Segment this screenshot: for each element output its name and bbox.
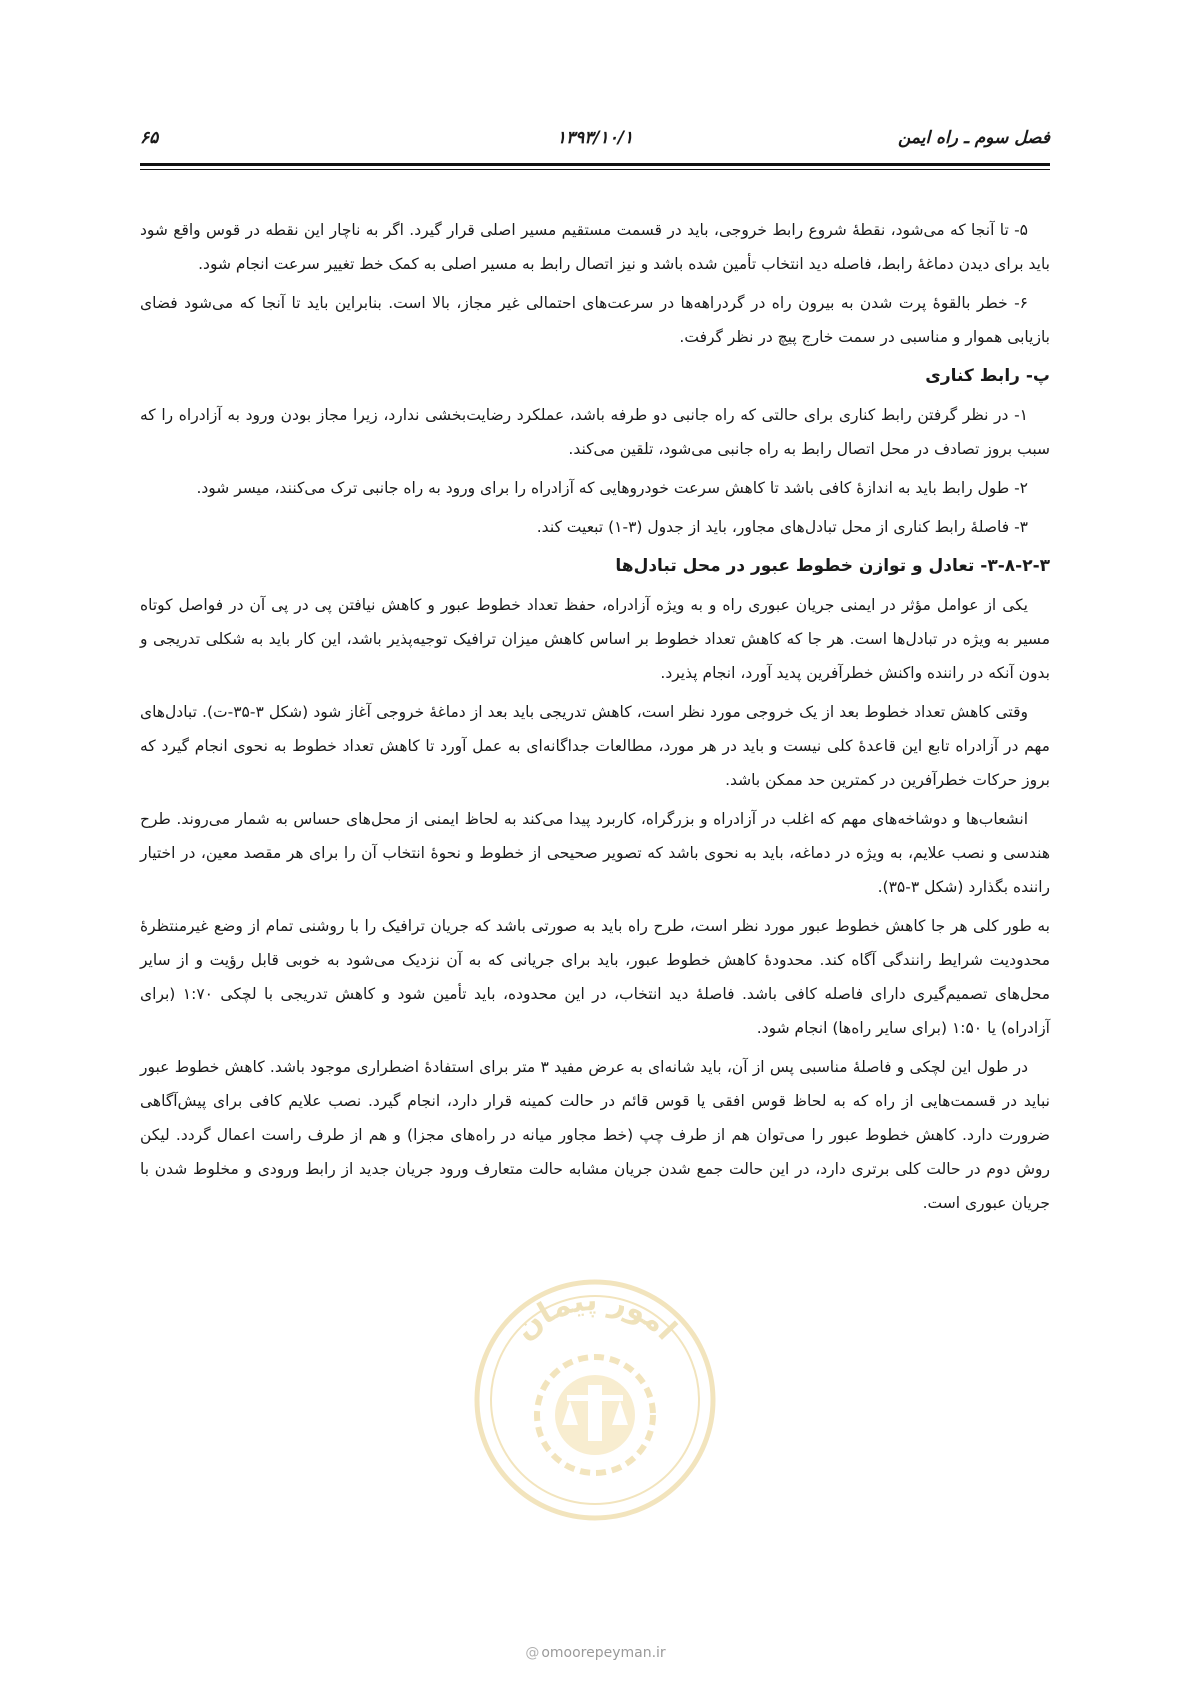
svg-text:امور پیمان <box>508 1283 684 1347</box>
lane-balance-paragraph-4: به طور کلی هر جا کاهش خطوط عبور مورد نظر است، طرح راه باید به صورتی باشد که جریان ترافیک را با روشنی تمام از وضع غیرمنتظرهٔ محدودیت شرایط رانندگی آگاه کند. محدودهٔ کاهش خطوط عبور، باید برای جریانی که به آن نزدیک می‌شود به خوبی قابل رؤیت و از سایر محل‌های تصمیم‌گیری دارای فاصله کافی باشد. فاصلهٔ دید انتخاب، در این محدوده، باید تأمین شود و کاهش تدریجی با لچکی ۱:۷۰ (برای آزادراه) یا ۱:۵۰ (برای سایر راه‌ها) انجام شود. <box>140 917 1050 1037</box>
lane-balance-paragraph-1: یکی از عوامل مؤثر در ایمنی جریان عبوری راه و به ویژه آزادراه، حفظ تعداد خطوط عبور و کاهش نیافتن پی در پی آن در فواصل کوتاه مسیر به ویژه در تبادل‌ها است. هر جا که کاهش تعداد خطوط بر اساس کاهش میزان ترافیک توجیه‌پذیر باشد، این کار باید به شکلی تدریجی و بدون آنکه در راننده واکنش خطرآفرین پدید آورد، انجام پذیرد. <box>140 596 1050 682</box>
header-rule-thin <box>140 169 1050 170</box>
at-symbol: @ <box>525 1645 540 1661</box>
watermark-site: omoorepeyman.ir <box>541 1645 666 1661</box>
chapter-title: فصل سوم ـ راه ایمن <box>897 128 1050 148</box>
side-ramp-item-2: ۲- طول رابط باید به اندازهٔ کافی باشد تا کاهش سرعت خودروهایی که آزادراه را برای ورود به راه جانبی ترک می‌کنند، میسر شود. <box>196 479 1028 497</box>
document-body <box>140 213 1050 1225</box>
paragraph-item-6: ۶- خطر بالقوهٔ پرت شدن به بیرون راه در گردراهه‌ها در سرعت‌های احتمالی غیر مجاز، بالا است. بنابراین باید تا آنجا که می‌شود فضای بازیابی هموار و مناسبی در سمت خارج پیچ در نظر گرفت. <box>140 294 1050 346</box>
watermark-footer <box>0 1645 1191 1661</box>
side-ramp-item-3: ۳- فاصلهٔ رابط کناری از محل تبادل‌های مجاور، باید از جدول (۳-۱) تبعیت کند. <box>536 518 1028 536</box>
lane-balance-paragraph-2: وقتی کاهش تعداد خطوط بعد از یک خروجی مورد نظر است، کاهش تدریجی باید بعد از دماغهٔ خروجی آغاز شود (شکل ۳-۳۵-ت). تبادل‌های مهم در آزادراه تابع این قاعدهٔ کلی نیست و باید در هر مورد، مطالعات جداگانه‌ای به عمل آورد تا کاهش تعداد خطوط به نحوی انجام گیرد که بروز حرکات خطرآفرین در کمترین حد ممکن باشد. <box>140 703 1050 789</box>
paragraph-item-5: ۵- تا آنجا که می‌شود، نقطهٔ شروع رابط خروجی، باید در قسمت مستقیم مسیر اصلی قرار گیرد. اگر به ناچار این نقطه در قوس واقع شود باید برای دیدن دماغهٔ رابط، فاصله دید انتخاب تأمین شده باشد و نیز اتصال رابط به مسیر اصلی به کمک خط تغییر سرعت انجام شود. <box>140 221 1050 273</box>
lane-balance-paragraph-5: در طول این لچکی و فاصلهٔ مناسبی پس از آن، باید شانه‌ای به عرض مفید ۳ متر برای استفادهٔ اضطراری موجود باشد. کاهش خطوط عبور نباید در قسمت‌هایی از راه که به لحاظ قوس افقی یا قوس قائم در حالت کمینه قرار دارد، انجام گیرد. نصب علایم کافی برای پیش‌آگاهی ضرورت دارد. کاهش خطوط عبور را می‌توان هم از طرف چپ (خط مجاور میانه در راه‌های مجزا) و هم از طرف راست اعمال گردد. لیکن روش دوم در حالت کلی برتری دارد، در این حالت جمع شدن جریان مشابه حالت متعارف ورود جریان جدید از رابط ورودی و مخلوط شدن با جریان عبوری است. <box>140 1058 1050 1212</box>
watermark-seal-icon <box>470 1275 720 1525</box>
section-heading-side-ramp: پ- رابط کناری <box>925 366 1050 386</box>
header-date: ۱۳۹۳/۱۰/۱ <box>556 128 634 148</box>
page-header <box>140 128 1050 158</box>
seal-text: امور پیمان <box>507 1282 684 1348</box>
lane-balance-paragraph-3: انشعاب‌ها و دوشاخه‌های مهم که اغلب در آزادراه و بزرگراه، کاربرد پیدا می‌کند به لحاظ ایمنی از محل‌های حساس به شمار می‌روند. طرح هندسی و نصب علایم، به ویژه در دماغه، باید به نحوی باشد که تصویر صحیحی از خطوط و نحوهٔ انتخاب آن را برای هر مقصد معین، در اختیار راننده بگذارد (شکل ۳-۳۵). <box>140 810 1050 896</box>
section-heading-lane-balance: ۳-۸-۲-۳- تعادل و توازن خطوط عبور در محل تبادل‌ها <box>615 556 1050 576</box>
header-rule-thick <box>140 163 1050 166</box>
page-number: ۶۵ <box>140 128 159 148</box>
side-ramp-item-1: ۱- در نظر گرفتن رابط کناری برای حالتی که راه جانبی دو طرفه باشد، عملکرد رضایت‌بخشی ندارد، زیرا مجاز بودن ورود به آزادراه را که سبب بروز تصادف در محل اتصال رابط به راه جانبی می‌شود، تلقین می‌کند. <box>140 406 1050 458</box>
